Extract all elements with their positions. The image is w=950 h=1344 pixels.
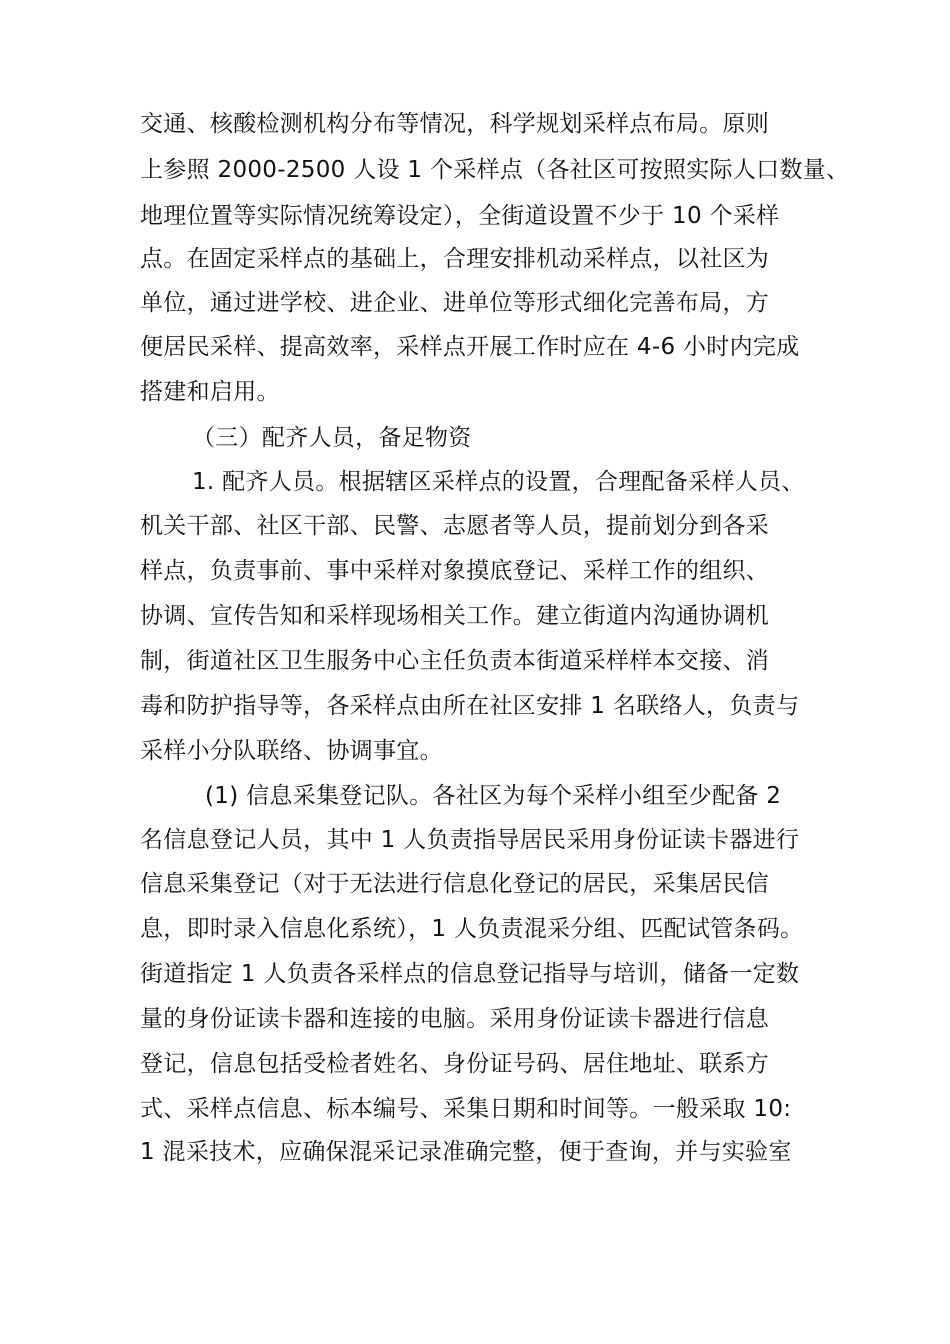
text-line: 登记，信息包括受检者姓名、身份证号码、居住地址、联系方 [140,1051,770,1077]
text-line: 机关干部、社区干部、民警、志愿者等人员，提前划分到各采 [140,513,770,539]
text-line: 地理位置等实际情况统筹设定），全街道设置不少于 10 个采样 [140,203,780,229]
text-line: 街道指定 1 人负责各采样点的信息登记指导与培训，储备一定数 [140,961,800,987]
text-line: 量的身份证读卡器和连接的电脑。采用身份证读卡器进行信息 [140,1006,770,1032]
text-line: 1 混采技术，应确保混采记录准确完整，便于查询，并与实验室 [140,1139,792,1165]
text-line: 毒和防护指导等，各采样点由所在社区安排 1 名联络人，负责与 [140,693,800,719]
text-line: 协调、宣传告知和采样现场相关工作。建立街道内沟通协调机 [140,603,770,629]
text-line: 1. 配齐人员。根据辖区采样点的设置，合理配备采样人员、 [192,469,805,495]
text-line: 单位，通过进学校、进企业、进单位等形式细化完善布局，方 [140,290,770,316]
text-line: 点。在固定采样点的基础上，合理安排机动采样点，以社区为 [140,246,770,272]
text-line: 信息采集登记（对于无法进行信息化登记的居民，采集居民信 [140,871,770,897]
text-line: 样点，负责事前、事中采样对象摸底登记、采样工作的组织、 [140,558,770,584]
section-heading: （三）配齐人员，备足物资 [192,425,472,451]
text-line: (1) 信息采集登记队。各社区为每个采样小组至少配备 2 [205,783,782,809]
text-line: 搭建和启用。 [140,379,280,405]
text-line: 名信息登记人员，其中 1 人负责指导居民采用身份证读卡器进行 [140,827,800,853]
text-line: 制，街道社区卫生服务中心主任负责本街道采样样本交接、消 [140,648,770,674]
text-line: 采样小分队联络、协调事宜。 [140,738,443,764]
text-line: 交通、核酸检测机构分布等情况，科学规划采样点布局。原则 [140,111,770,137]
text-line: 式、采样点信息、标本编号、采集日期和时间等。一般采取 10: [140,1096,792,1122]
text-line: 息，即时录入信息化系统），1 人负责混采分组、匹配试管条码。 [140,916,804,942]
text-line: 上参照 2000-2500 人设 1 个采样点（各社区可按照实际人口数量、 [140,157,850,183]
text-line: 便居民采样、提高效率，采样点开展工作时应在 4-6 小时内完成 [140,334,800,360]
